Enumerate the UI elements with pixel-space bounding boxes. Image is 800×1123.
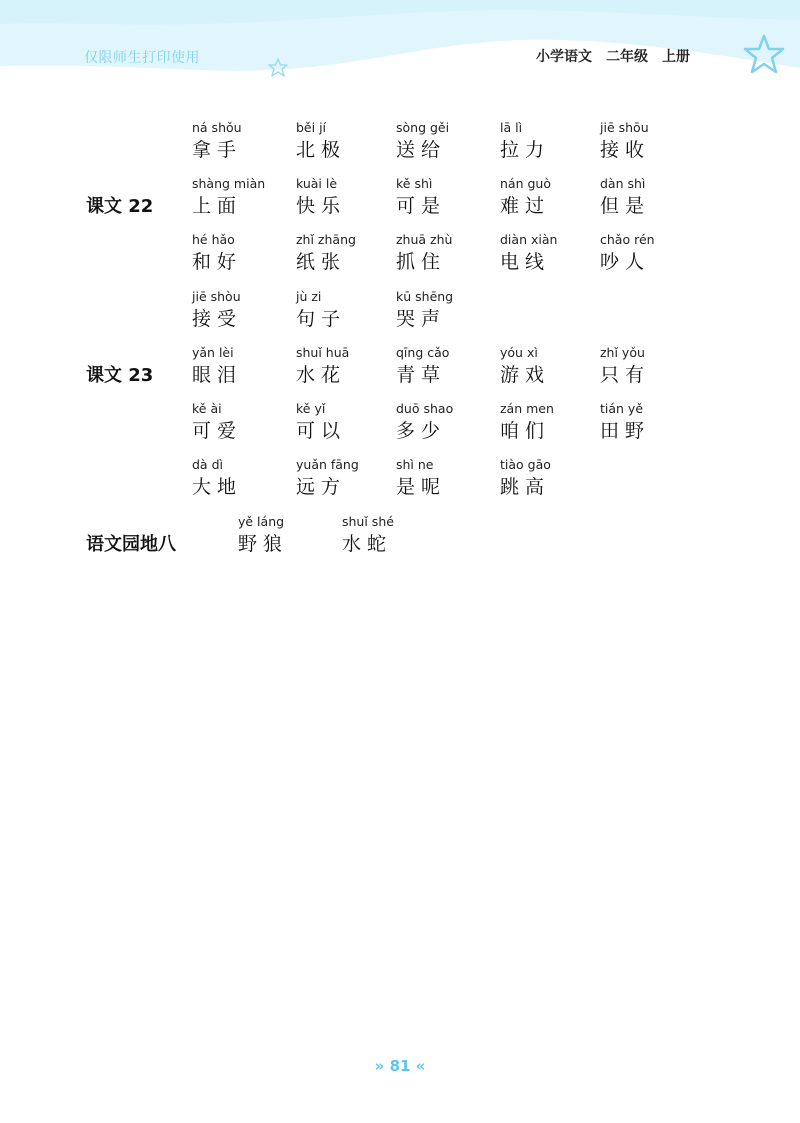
word-pinyin: shuǐ shé [342,514,394,529]
word-characters: 多少 [396,420,447,442]
vocab-word [600,232,710,274]
word-characters: 可是 [396,195,447,217]
word-pinyin: yóu xì [500,345,538,360]
vocab-word [396,289,506,331]
vocab-word [500,120,610,162]
word-pinyin: kě ài [192,401,222,416]
word-pinyin: kě shì [396,176,433,191]
vocab-word [500,345,610,387]
vocab-word [296,289,406,331]
star-icon [742,33,786,77]
vocab-word [296,401,406,443]
word-pinyin: yuǎn fāng [296,457,359,472]
vocab-word [600,176,710,218]
word-characters: 抓住 [396,251,447,273]
word-pinyin: lā lì [500,120,523,135]
word-characters: 水蛇 [342,533,393,555]
word-characters: 纸张 [296,251,347,273]
vocab-word [396,120,506,162]
word-characters: 上面 [192,195,243,217]
page-number-value: 81 [389,1057,411,1075]
watermark-text: 仅限师生打印使用 [84,50,200,66]
word-characters: 可以 [296,420,347,442]
word-characters: 拿手 [192,139,243,161]
word-pinyin: tián yě [600,401,644,416]
word-characters: 游戏 [500,364,551,386]
page-arrow-right-icon: « [415,1057,426,1075]
word-characters: 但是 [600,195,651,217]
word-characters: 可爱 [192,420,243,442]
word-pinyin: kū shēng [396,289,454,304]
vocab-word [192,289,302,331]
page-arrow-left-icon: » [374,1057,385,1075]
word-characters: 眼泪 [192,364,243,386]
word-pinyin: jù zi [296,289,322,304]
word-pinyin: jiē shōu [600,120,649,135]
vocab-word [192,401,302,443]
section-title: 课文 23 [86,365,154,386]
word-characters: 接收 [600,139,651,161]
word-pinyin: jiē shòu [192,289,241,304]
word-pinyin: qīng cǎo [396,345,450,360]
vocab-word [238,514,348,556]
word-pinyin: dàn shì [600,176,646,191]
word-pinyin: zán men [500,401,554,416]
vocab-word [600,345,710,387]
word-characters: 远方 [296,476,347,498]
word-pinyin: ná shǒu [192,120,242,135]
word-characters: 快乐 [296,195,347,217]
vocab-word [192,120,302,162]
vocab-word [396,232,506,274]
vocab-word [296,457,406,499]
word-characters: 水花 [296,364,347,386]
vocab-word [600,401,710,443]
word-characters: 接受 [192,308,243,330]
word-pinyin: shuǐ huā [296,345,350,360]
vocab-word [396,457,506,499]
vocab-word [342,514,452,556]
word-pinyin: zhǐ yǒu [600,345,645,360]
vocab-word [500,176,610,218]
word-pinyin: shàng miàn [192,176,266,191]
vocab-word [192,232,302,274]
word-characters: 大地 [192,476,243,498]
page-number [0,1057,800,1075]
vocab-word [600,120,710,162]
vocab-word [296,345,406,387]
word-characters: 跳高 [500,476,551,498]
word-pinyin: yě láng [238,514,285,529]
vocab-word [500,457,610,499]
vocab-word [500,232,610,274]
word-pinyin: tiào gāo [500,457,551,472]
word-characters: 咱们 [500,420,551,442]
vocab-word [296,120,406,162]
vocab-word [192,345,302,387]
word-characters: 电线 [500,251,551,273]
word-pinyin: běi jí [296,120,327,135]
word-pinyin: chǎo rén [600,232,655,247]
word-characters: 拉力 [500,139,551,161]
word-characters: 只有 [600,364,651,386]
word-characters: 难过 [500,195,551,217]
vocab-word [192,457,302,499]
word-pinyin: duō shao [396,401,454,416]
word-pinyin: hé hǎo [192,232,235,247]
word-characters: 和好 [192,251,243,273]
vocab-word [296,232,406,274]
word-characters: 哭声 [396,308,447,330]
word-characters: 吵人 [600,251,651,273]
word-characters: 田野 [600,420,651,442]
vocab-word [500,401,610,443]
vocab-word [396,345,506,387]
word-pinyin: kuài lè [296,176,338,191]
word-pinyin: yǎn lèi [192,345,234,360]
section-title: 课文 22 [86,196,154,217]
vocab-word [296,176,406,218]
word-characters: 送给 [396,139,447,161]
word-characters: 青草 [396,364,447,386]
vocab-word [396,176,506,218]
vocab-word [396,401,506,443]
word-pinyin: nán guò [500,176,551,191]
word-pinyin: kě yǐ [296,401,326,416]
book-info: 小学语文 二年级 上册 [536,49,690,65]
word-pinyin: sòng gěi [396,120,450,135]
word-characters: 野狼 [238,533,289,555]
word-characters: 句子 [296,308,347,330]
word-pinyin: zhǐ zhāng [296,232,356,247]
word-pinyin: dà dì [192,457,223,472]
section-title: 语文园地八 [86,534,176,555]
word-characters: 北极 [296,139,347,161]
word-pinyin: diàn xiàn [500,232,558,247]
word-pinyin: zhuā zhù [396,232,453,247]
vocab-word [192,176,302,218]
word-characters: 是呢 [396,476,447,498]
small-star-icon [268,58,288,78]
word-pinyin: shì ne [396,457,434,472]
